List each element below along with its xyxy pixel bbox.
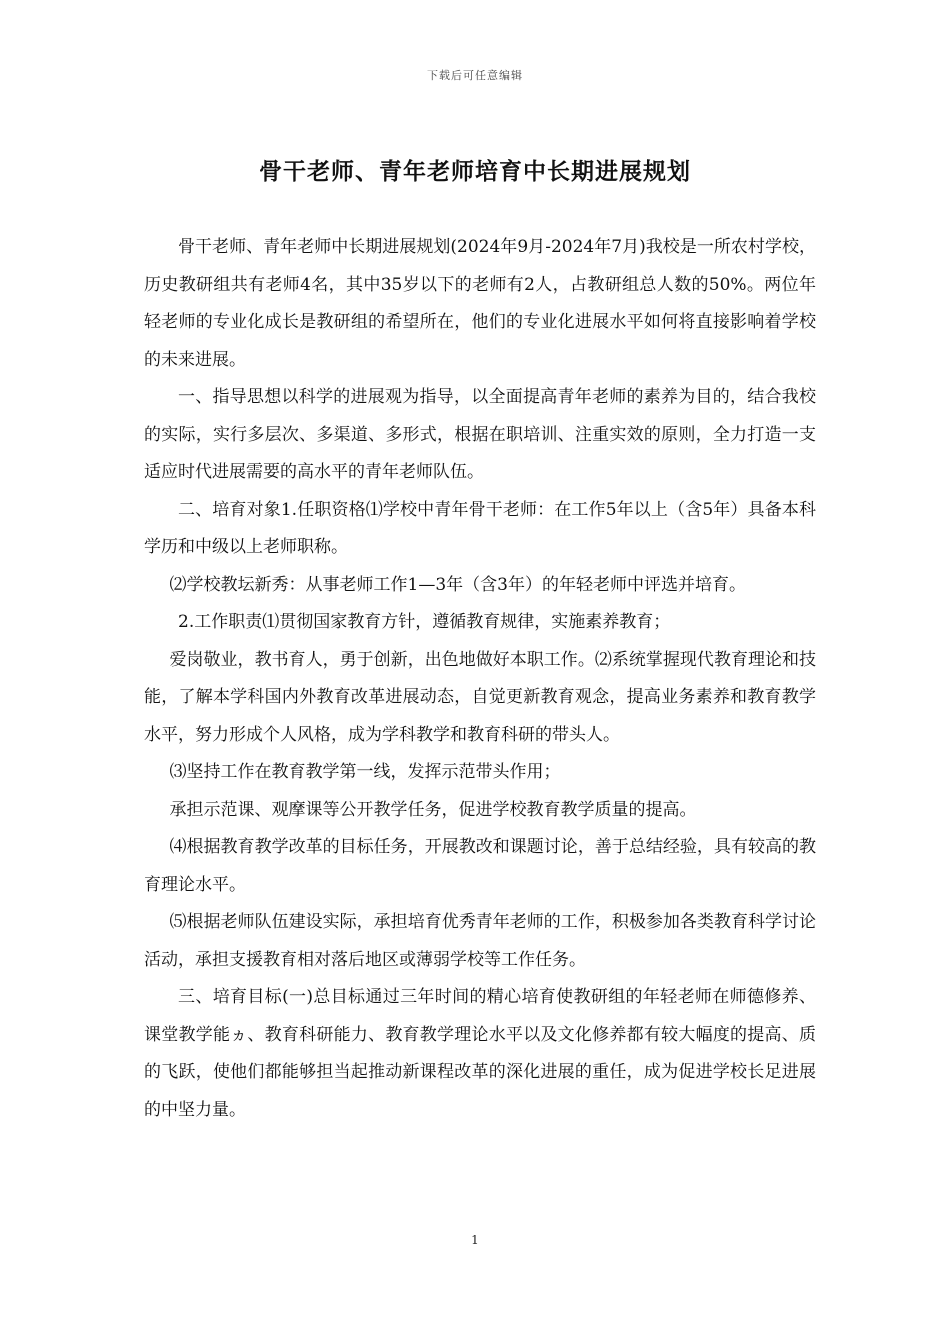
paragraph-dedication: 爱岗敬业，教书育人，勇于创新，出色地做好本职工作。⑵系统掌握现代教育理论和技能，了解本学科国内外教育改革进展动态，自觉更新教育观念，提高业务素养和教育教学水平，努力形成个人风格，成为学科教学和教育科研的带头人。 [144, 649, 816, 745]
page-number: 1 [471, 1233, 479, 1247]
paragraph-training-goals: 三、培育目标(一)总目标通过三年时间的精心培育使教研组的年轻老师在师德修养、课堂教学能ヵ、教育科研能力、教育教学理论水平以及文化修养都有较大幅度的提高、质的飞跃，使他们都能够担当起推动新课程改革的深化进展的重任，成为促进学校长足进展的中坚力量。 [144, 987, 816, 1120]
paragraph-training-targets: 二、培育对象1.任职资格⑴学校中青年骨干老师：在工作5年以上（含5年）具备本科学历和中级以上老师职称。 [144, 499, 816, 557]
paragraph-frontline: ⑶坚持工作在教育教学第一线，发挥示范带头作用； [169, 762, 561, 782]
paragraph-new-teachers: ⑵学校教坛新秀：从事老师工作1—3年（含3年）的年轻老师中评选并培育。 [169, 574, 746, 595]
paragraph-research: ⑷根据教育教学改革的目标任务，开展教改和课题讨论，善于总结经验，具有较高的教育理论水平。 [144, 837, 816, 895]
document-body [144, 229, 816, 1129]
header-note: 下载后可任意编辑 [427, 69, 523, 82]
paragraph-guiding-ideology: 一、指导思想以科学的进展观为指导，以全面提高青年老师的素养为目的，结合我校的实际，实行多层次、多渠道、多形式，根据在职培训、注重实效的原则，全力打造一支适应时代进展需要的高水平的青年老师队伍。 [144, 387, 816, 482]
page-title: 骨干老师、青年老师培育中长期进展规划 [259, 159, 691, 185]
paragraph-intro: 骨干老师、青年老师中长期进展规划(2024年9月-2024年7月)我校是一所农村学校，历史教研组共有老师4名，其中35岁以下的老师有2人，占教研组总人数的50%。两位年轻老师的专业化成长是教研组的希望所在，他们的专业化进展水平如何将直接影响着学校的未来进展。 [144, 237, 816, 370]
paragraph-job-duties: 2.工作职责⑴贯彻国家教育方针，遵循教育规律，实施素养教育； [178, 612, 671, 632]
paragraph-demo-lessons: 承担示范课、观摩课等公开教学任务，促进学校教育教学质量的提高。 [169, 799, 697, 820]
paragraph-mentoring: ⑸根据老师队伍建设实际，承担培育优秀青年老师的工作，积极参加各类教育科学讨论活动，承担支援教育相对落后地区或薄弱学校等工作任务。 [144, 912, 816, 970]
